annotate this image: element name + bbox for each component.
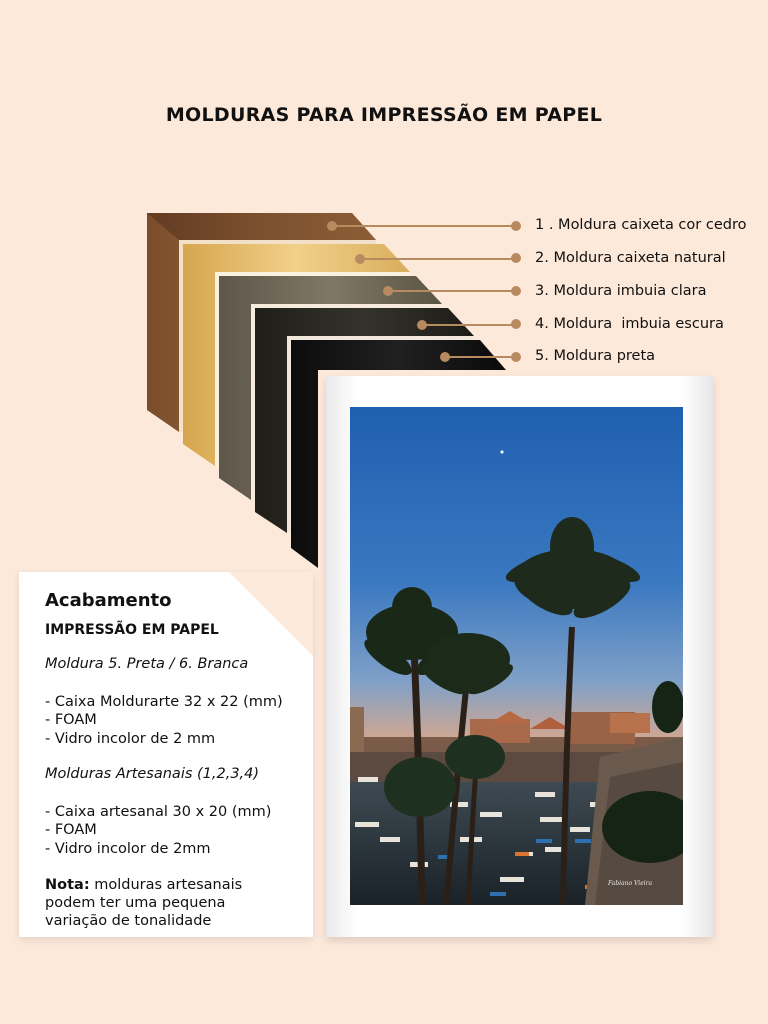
frame-label-1: 1 . Moldura caixeta cor cedro — [535, 217, 747, 233]
group2-item-1: - Caixa artesanal 30 x 20 (mm) — [45, 804, 272, 820]
card-heading: Acabamento — [45, 590, 172, 611]
callout-end-dot-2 — [511, 253, 521, 263]
note-line-3: variação de tonalidade — [45, 913, 212, 929]
callout-end-dot-5 — [511, 352, 521, 362]
card-subheading: IMPRESSÃO EM PAPEL — [45, 622, 219, 638]
group2-title: Molduras Artesanais (1,2,3,4) — [45, 766, 260, 782]
print-photo — [350, 407, 683, 905]
page-title: MOLDURAS PARA IMPRESSÃO EM PAPEL — [165, 104, 603, 126]
callout-dot-5 — [440, 352, 450, 362]
group2-item-2: - FOAM — [45, 822, 97, 838]
frame-label-5: 5. Moldura preta — [535, 348, 656, 364]
note-label: Nota: — [45, 877, 90, 893]
note-line-1 — [45, 876, 242, 895]
note-text-1: molduras artesanais — [89, 877, 243, 893]
callout-end-dot-1 — [511, 221, 521, 231]
frame-label-3: 3. Moldura imbuia clara — [535, 283, 707, 299]
photo-signature: Fabiano Vieira — [608, 880, 653, 887]
callout-line-5 — [445, 356, 516, 358]
callout-line-2 — [360, 258, 516, 260]
callout-line-3 — [388, 290, 516, 292]
callout-end-dot-4 — [511, 319, 521, 329]
group2-item-3: - Vidro incolor de 2mm — [45, 841, 211, 857]
callout-line-4 — [422, 324, 516, 326]
callout-dot-4 — [417, 320, 427, 330]
frame-label-4: 4. Moldura imbuia escura — [535, 316, 724, 332]
callout-line-1 — [332, 225, 516, 227]
callout-dot-2 — [355, 254, 365, 264]
callout-dot-3 — [383, 286, 393, 296]
group1-title: Moldura 5. Preta / 6. Branca — [45, 656, 249, 672]
group1-item-2: - FOAM — [45, 712, 97, 728]
group1-item-1: - Caixa Moldurarte 32 x 22 (mm) — [45, 694, 283, 710]
callout-end-dot-3 — [511, 286, 521, 296]
group1-item-3: - Vidro incolor de 2 mm — [45, 731, 216, 747]
card-corner-cut — [229, 572, 313, 656]
note-line-2: podem ter uma pequena — [45, 895, 226, 911]
frame-label-2: 2. Moldura caixeta natural — [535, 250, 726, 266]
callout-dot-1 — [327, 221, 337, 231]
